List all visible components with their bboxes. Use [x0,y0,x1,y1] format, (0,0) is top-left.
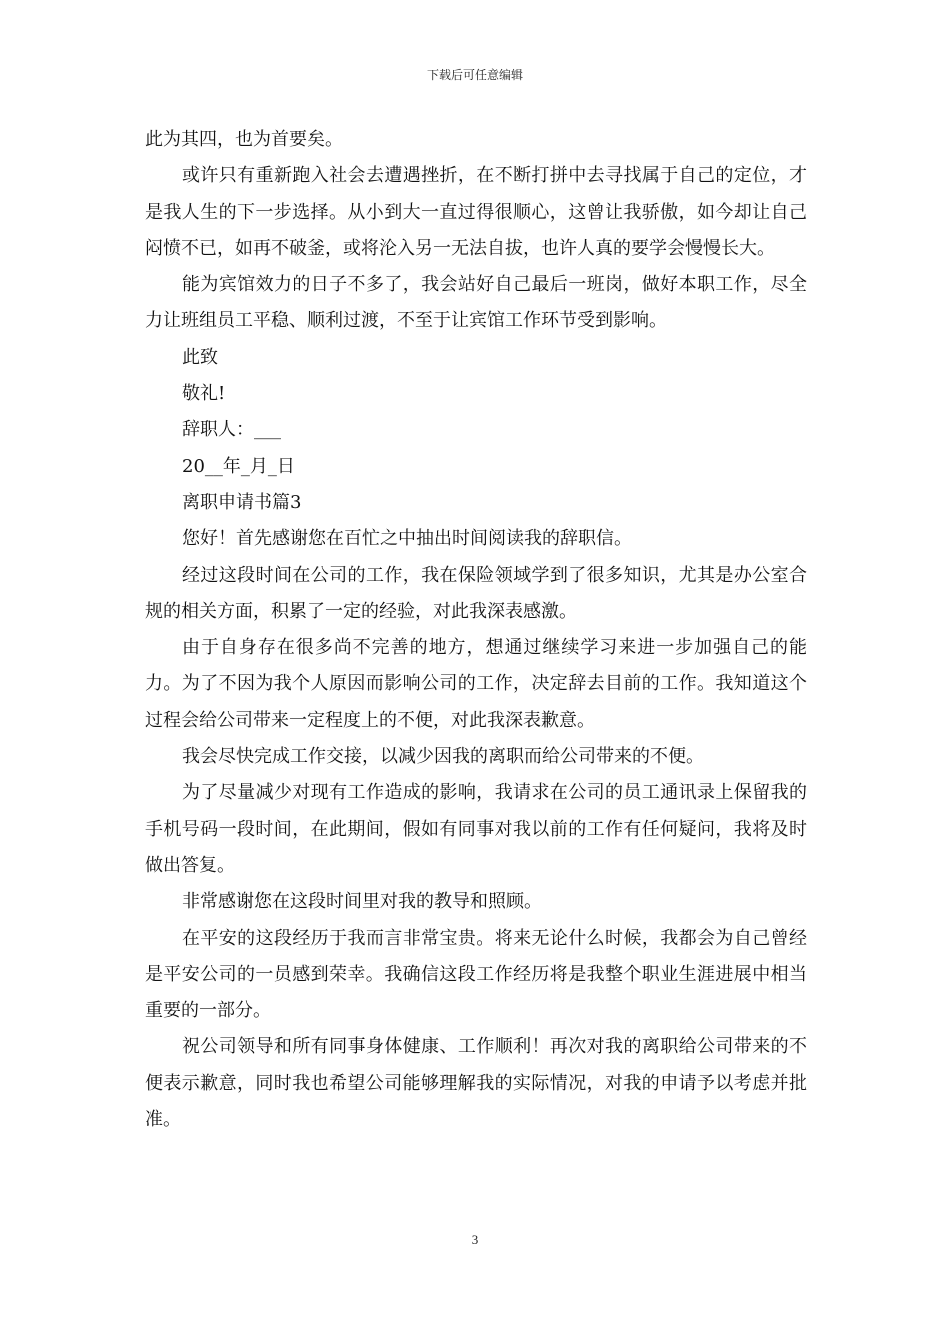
page-header-note: 下载后可任意编辑 [426,68,523,82]
document-body [145,122,807,1138]
page-number: 3 [471,1232,479,1247]
paragraph: 能为宾馆效力的日子不多了，我会站好自己最后一班岗，做好本职工作，尽全力让班组员工平稳、顺利过渡，不至于让宾馆工作环节受到影响。 [145,274,807,332]
section-title: 离职申请书篇3 [182,491,302,513]
paragraph: 经过这段时间在公司的工作，我在保险领域学到了很多知识，尤其是办公室合规的相关方面，积累了一定的经验，对此我深表感激。 [145,564,807,622]
paragraph: 非常感谢您在这段时间里对我的教导和照顾。 [182,891,542,913]
greeting-line: 您好！首先感谢您在百忙之中抽出时间阅读我的辞职信。 [182,528,632,550]
closing-regards: 敬礼! [182,383,226,405]
paragraph: 为了尽量减少对现有工作造成的影响，我请求在公司的员工通讯录上保留我的手机号码一段时间，在此期间，假如有同事对我以前的工作有任何疑问，我将及时做出答复。 [145,782,807,876]
paragraph-continuation: 此为其四，也为首要矣。 [145,129,343,150]
paragraph: 由于自身存在很多尚不完善的地方，想通过继续学习来进一步加强自己的能力。为了不因为我个人原因而影响公司的工作，决定辞去目前的工作。我知道这个过程会给公司带来一定程度上的不便，对此我深表歉意。 [145,637,807,731]
closing-salutation: 此致 [182,346,218,368]
paragraph: 祝公司领导和所有同事身体健康、工作顺利！再次对我的离职给公司带来的不便表示歉意，同时我也希望公司能够理解我的实际情况，对我的申请予以考虑并批准。 [145,1036,807,1131]
date-line: 20__年_月_日 [182,455,295,477]
paragraph: 在平安的这段经历于我而言非常宝贵。将来无论什么时候，我都会为自己曾经是平安公司的一员感到荣幸。我确信这段工作经历将是我整个职业生涯进展中相当重要的一部分。 [145,927,807,1022]
paragraph: 或许只有重新跑入社会去遭遇挫折，在不断打拼中去寻找属于自己的定位，才是我人生的下一步选择。从小到大一直过得很顺心，这曾让我骄傲，如今却让自己闷愤不已，如再不破釜，或将沦入另一无法自拔，也许人真的要学会慢慢长大。 [145,165,807,259]
paragraph: 我会尽快完成工作交接，以减少因我的离职而给公司带来的不便。 [182,746,704,768]
signature-line: 辞职人：___ [182,419,281,441]
